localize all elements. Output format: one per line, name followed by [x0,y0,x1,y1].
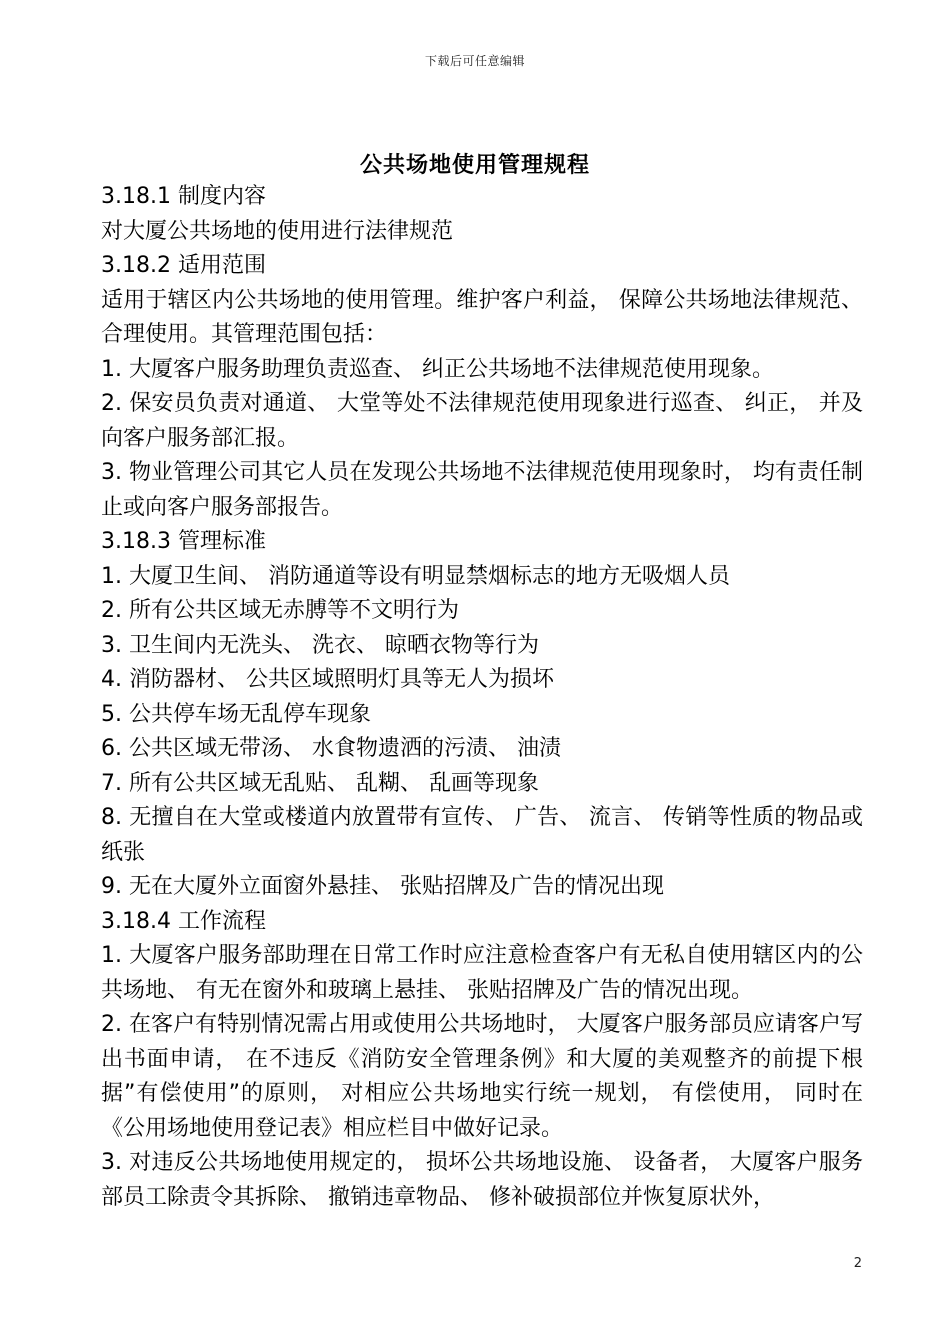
page-number: 2 [853,1256,862,1271]
list-item: 7. 所有公共区域无乱贴、 乱糊、 乱画等现象 [101,770,539,796]
list-item: 5. 公共停车场无乱停车现象 [101,701,371,727]
list-item: 1. 大厦客户服务部助理在日常工作时应注意检查客户有无私自使用辖区内的公共场地、 有无在窗外和玻璃上悬挂、 张贴招牌及广告的情况出现。 [101,943,863,1003]
section-heading: 3.18.1 制度内容 [101,184,266,209]
list-item: 1. 大厦卫生间、 消防通道等设有明显禁烟标志的地方无吸烟人员 [101,563,730,589]
list-item: 4. 消防器材、 公共区域照明灯具等无人为损坏 [101,667,554,692]
page-header-note: 下载后可任意编辑 [424,54,525,68]
paragraph: 适用于辖区内公共场地的使用管理。维护客户利益， 保障公共场地法律规范、 合理使用。其管理范围包括： [101,287,863,347]
list-item: 9. 无在大厦外立面窗外悬挂、 张贴招牌及广告的情况出现 [101,874,664,899]
document-title: 公共场地使用管理规程 [359,153,590,178]
section-heading: 3.18.4 工作流程 [101,908,266,934]
section-heading: 3.18.2 适用范围 [101,253,266,278]
list-item: 6. 公共区域无带汤、 水食物遗洒的污渍、 油渍 [101,736,561,761]
list-item: 3. 物业管理公司其它人员在发现公共场地不法律规范使用现象时， 均有责任制止或向客户服务部报告。 [101,460,863,520]
section-heading: 3.18.3 管理标准 [101,529,266,554]
list-item: 2. 在客户有特别情况需占用或使用公共场地时， 大厦客户服务部员应请客户写出书面申请， 在不违反《消防安全管理条例》和大厦的美观整齐的前提下根据”有偿使用”的原则， 对相应公共场地实行统一规划， 有偿使用， 同时在《公用场地使用登记表》相应栏目中做好记录。 [101,1012,863,1141]
list-item: 3. 卫生间内无洗头、 洗衣、 晾晒衣物等行为 [101,632,539,658]
document-body [101,180,863,1215]
list-item: 8. 无擅自在大堂或楼道内放置带有宣传、 广告、 流言、 传销等性质的物品或纸张 [101,805,863,865]
list-item: 3. 对违反公共场地使用规定的， 损坏公共场地设施、 设备者， 大厦客户服务部员工除责令其拆除、 撤销违章物品、 修补破损部位并恢复原状外， [101,1150,863,1210]
paragraph: 对大厦公共场地的使用进行法律规范 [101,218,454,244]
list-item: 2. 保安员负责对通道、 大堂等处不法律规范使用现象进行巡查、 纠正， 并及向客户服务部汇报。 [101,391,863,451]
list-item: 1. 大厦客户服务助理负责巡查、 纠正公共场地不法律规范使用现象。 [101,356,774,382]
list-item: 2. 所有公共区域无赤膊等不文明行为 [101,598,459,623]
